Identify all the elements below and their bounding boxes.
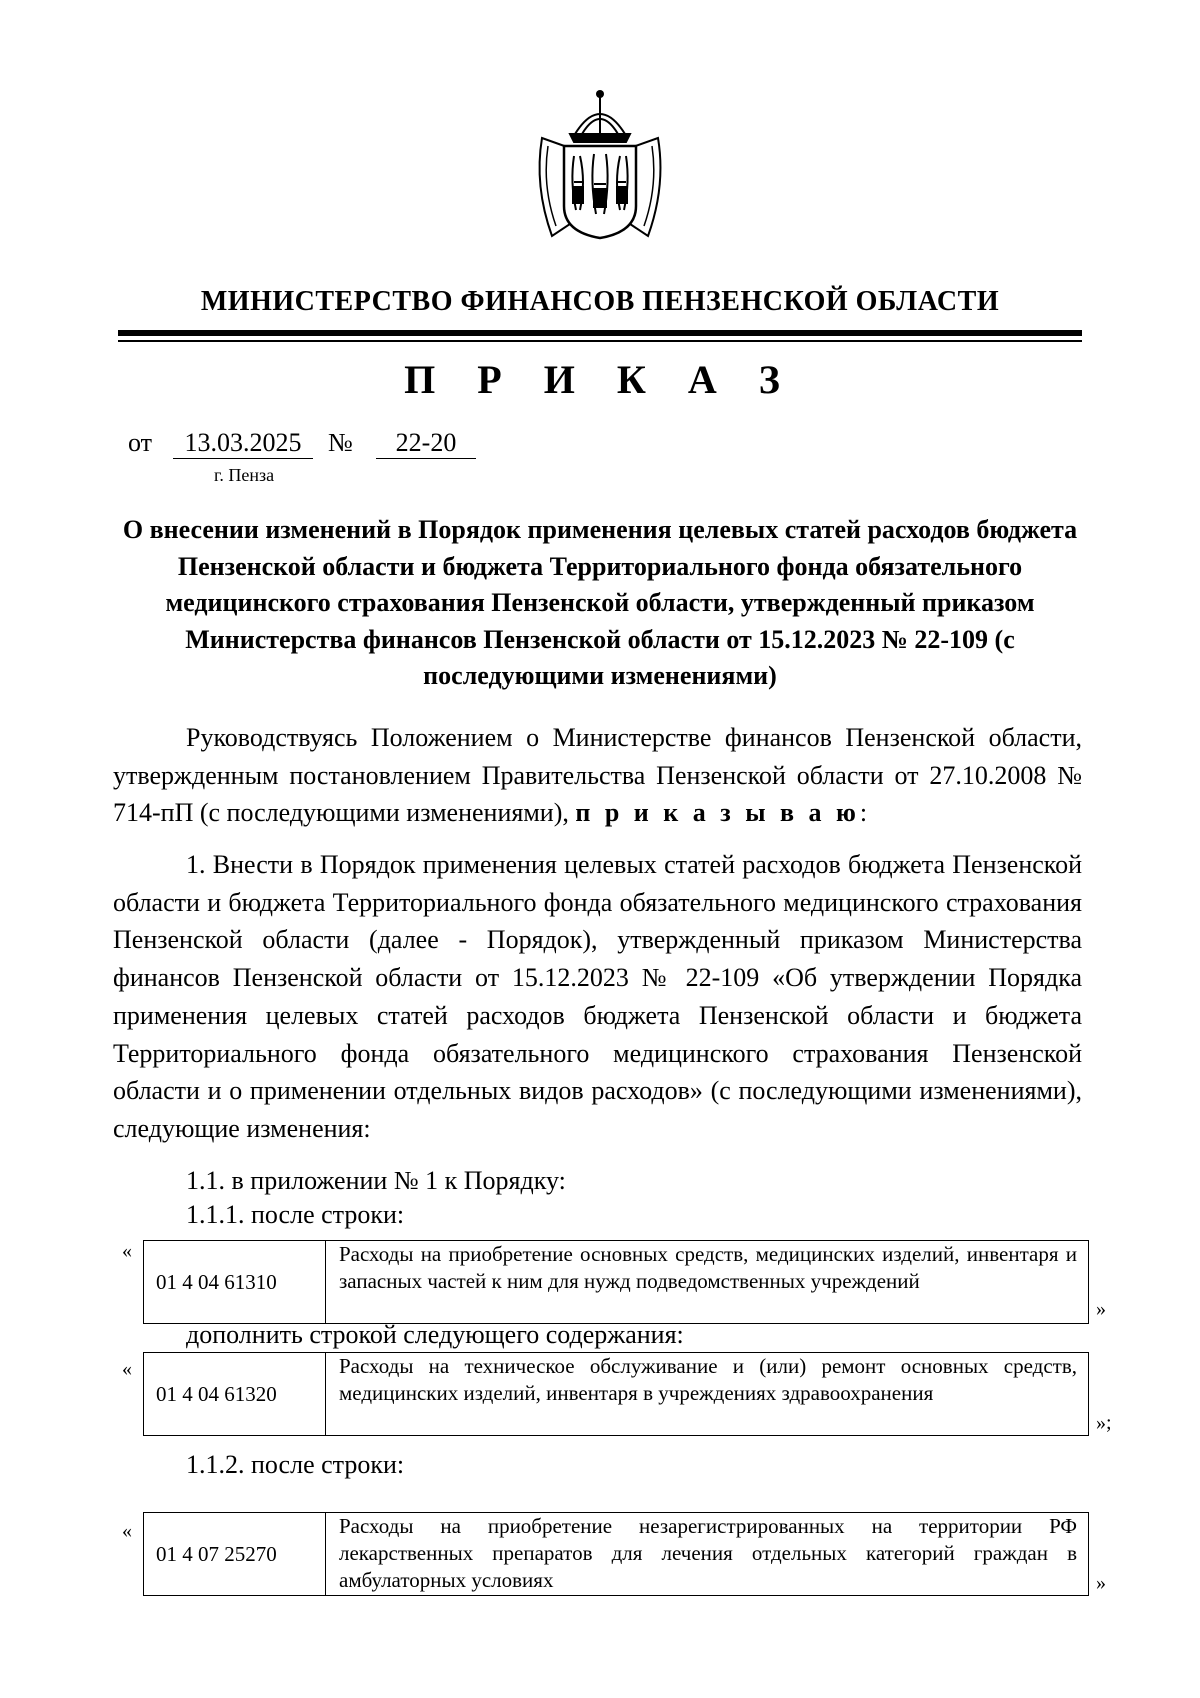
open-quote: «: [122, 1240, 132, 1262]
table-row: [143, 1352, 1089, 1436]
row-code: 01 4 07 25270: [144, 1513, 326, 1595]
preamble-text: Руководствуясь Положением о Министерстве финансов Пензенской области, утвержденным постановлением Правительства Пензенской области от 27.10.2008 № 714-пП (с последующими изменениями),: [113, 723, 1082, 828]
row-code: 01 4 04 61310: [144, 1241, 326, 1323]
clause-1-1-1: 1.1.1. после строки:: [186, 1200, 405, 1229]
clause-1-text: 1. Внести в Порядок применения целевых статей расходов бюджета Пензенской области и бюджета Территориального фонда обязательного медицинского страхования Пензенской области (далее - Порядок), утвержденный приказом Министерства финансов Пензенской области от 15.12.2023 № 22-109 «Об утверждении Порядка применения целевых статей расходов бюджета Пензенской области и бюджета Территориального фонда обязательного медицинского страхования Пензенской области и о применении отдельных видов расходов» (с последующими изменениями), следующие изменения:: [113, 850, 1082, 1143]
open-quote: «: [122, 1358, 132, 1380]
document-type: П Р И К А З: [404, 357, 796, 402]
preamble: [113, 719, 1082, 832]
add-line-instruction: дополнить строкой следующего содержания:: [186, 1320, 684, 1349]
ministry-name: МИНИСТЕРСТВО ФИНАНСОВ ПЕНЗЕНСКОЙ ОБЛАСТИ: [200, 286, 1000, 317]
row-description: Расходы на приобретение незарегистрированных на территории РФ лекарственных препаратов для лечения отдельных категорий граждан в амбулаторных условиях: [339, 1514, 1077, 1592]
order-date: 13.03.2025: [173, 428, 313, 459]
row-code: 01 4 04 61320: [144, 1353, 326, 1435]
row-description: Расходы на приобретение основных средств, медицинских изделий, инвентаря и запасных частей к ним для нужд подведомственных учреждений: [339, 1242, 1077, 1293]
from-label: от: [128, 428, 153, 457]
header-rule-thick: [118, 330, 1082, 336]
close-quote: »: [1096, 1298, 1106, 1320]
close-quote: »;: [1096, 1412, 1112, 1434]
document-title: О внесении изменений в Порядок применения целевых статей расходов бюджета Пензенской области и бюджета Территориального фонда обязательного медицинского страхования Пензенской области, утвержденный приказом Министерства финансов Пензенской области от 15.12.2023 № 22-109 (с последующими изменениями): [122, 515, 1078, 690]
coat-of-arms-emblem: [530, 86, 670, 246]
city: г. Пенза: [214, 465, 275, 485]
table-row: [143, 1512, 1089, 1596]
number-label: №: [328, 428, 353, 457]
preamble-end: :: [859, 798, 868, 828]
close-quote: »: [1096, 1572, 1106, 1594]
order-word: п р и к а з ы в а ю: [575, 798, 860, 828]
header-rule-thin: [118, 340, 1082, 342]
row-description: Расходы на техническое обслуживание и (или) ремонт основных средств, медицинских изделий, инвентаря в учреждениях здравоохранения: [339, 1354, 1077, 1405]
order-number: 22-20: [376, 428, 476, 459]
clause-1-1-2: 1.1.2. после строки:: [186, 1450, 405, 1479]
open-quote: «: [122, 1520, 132, 1542]
clause-1: [113, 846, 1082, 1148]
clause-1-1: 1.1. в приложении № 1 к Порядку:: [186, 1166, 566, 1195]
table-row: [143, 1240, 1089, 1324]
